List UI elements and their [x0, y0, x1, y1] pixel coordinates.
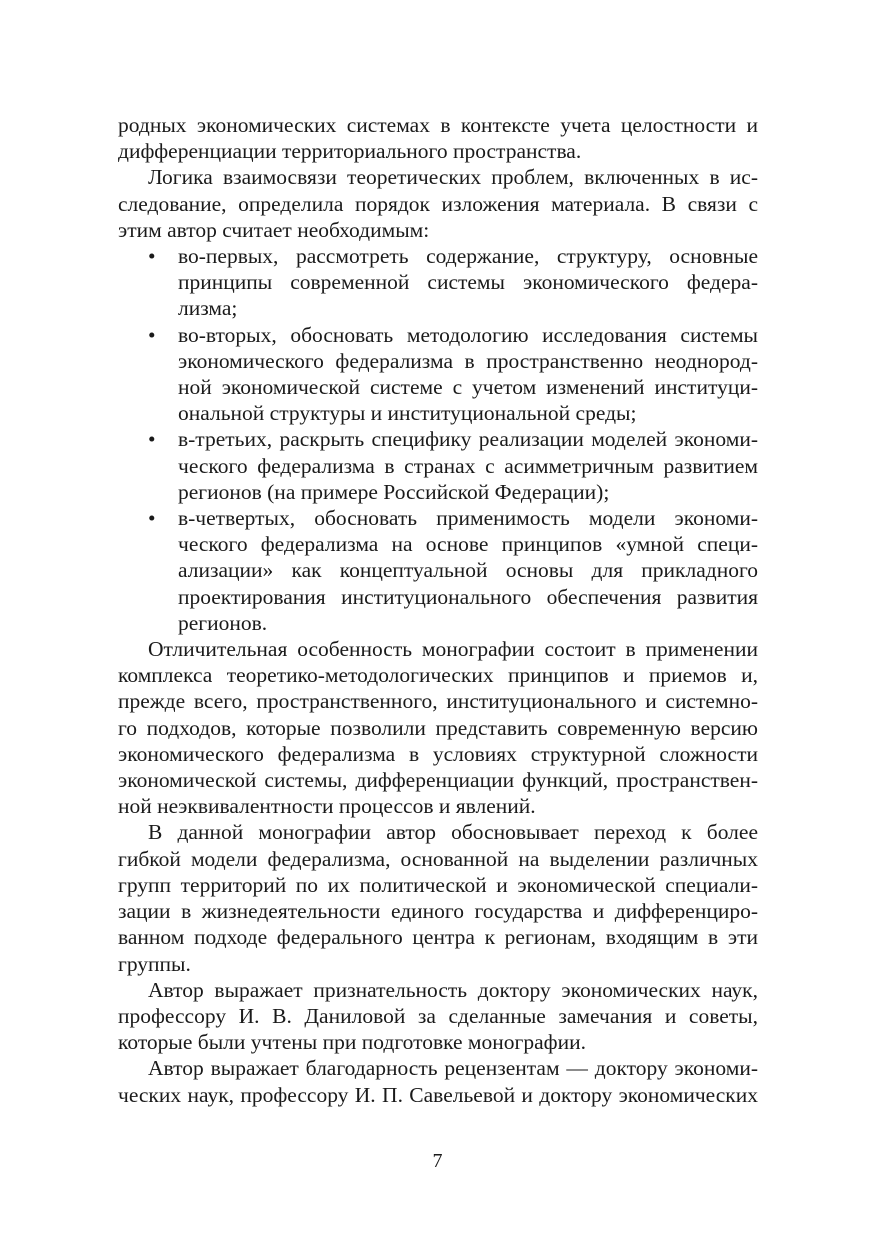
bullet-icon: • [148, 427, 156, 452]
text-line: принципы современной системы экономического федера- [178, 270, 758, 295]
list-item [118, 243, 758, 322]
text-line: экономической системы, дифференциации функций, пространствен- [118, 768, 758, 793]
page-number: 7 [432, 1150, 443, 1172]
text-line: которые были учтены при подготовке монографии. [118, 1030, 586, 1055]
text-line: во-вторых, обосновать методологию исследования системы [178, 322, 758, 347]
text-line: в-третьих, раскрыть специфику реализации моделей экономи- [178, 427, 758, 452]
text-line: ческих наук, профессору И. П. Савельевой и доктору экономических [118, 1082, 758, 1107]
text-line: экономического федерализма в условиях структурной сложности [118, 741, 758, 766]
text-line: во-первых, рассмотреть содержание, структуру, основные [178, 244, 758, 269]
text-line: профессору И. В. Даниловой за сделанные замечания и советы, [118, 1003, 758, 1028]
paragraph-logic [118, 164, 758, 243]
bullet-icon: • [148, 506, 156, 531]
page-body [118, 112, 758, 1108]
text-line: зации в жизнедеятельности единого государства и дифференциро- [118, 899, 758, 924]
text-line: лизма; [178, 296, 238, 321]
text-line: родных экономических системах в контексте учета целостности и [118, 113, 758, 137]
text-line: прежде всего, пространственного, институционального и системно- [118, 689, 758, 714]
list-item [118, 505, 758, 636]
paragraph-distinctive-feature [118, 636, 758, 819]
text-line: Отличительная особенность монографии состоит в применении [148, 637, 758, 662]
text-line: ной экономической системе с учетом изменений институци- [178, 375, 758, 400]
bullet-icon: • [148, 244, 156, 269]
text-line: В данной монографии автор обосновывает переход к более [148, 820, 758, 845]
text-line: ванном подходе федерального центра к регионам, входящим в эти [118, 925, 758, 950]
text-line: Автор выражает благодарность рецензентам — доктору экономи- [148, 1056, 758, 1081]
bullet-icon: • [148, 322, 156, 347]
text-line: в-четвертых, обосновать применимость модели экономи- [178, 506, 758, 531]
text-line: Автор выражает признательность доктору экономических наук, [148, 977, 758, 1002]
text-line: экономического федерализма в пространственно неоднород- [178, 348, 758, 373]
paragraph-acknowledgement [118, 977, 758, 1056]
text-line: ческого федерализма в странах с асимметричным развитием [178, 453, 758, 478]
text-line: следование, определила порядок изложения материала. В связи с [118, 191, 758, 216]
text-line: го подходов, которые позволили представить современную версию [118, 715, 758, 740]
text-line: группы. [118, 951, 191, 976]
text-line: этим автор считает необходимым: [118, 217, 430, 242]
text-line: проектирования институционального обеспечения развития [178, 584, 758, 609]
tasks-list [118, 243, 758, 636]
text-line: ональной структуры и институциональной среды; [178, 401, 637, 426]
paragraph-intro-continued [118, 112, 758, 164]
paragraph-reviewers [118, 1055, 758, 1107]
text-line: ной неэквивалентности процессов и явлений. [118, 794, 536, 819]
list-item [118, 426, 758, 505]
text-line: регионов. [178, 610, 268, 635]
text-line: комплекса теоретико-методологических принципов и приемов и, [118, 663, 758, 688]
text-line: дифференциации территориального пространства. [118, 139, 582, 164]
list-item [118, 322, 758, 427]
paragraph-flexible-model [118, 819, 758, 976]
text-line: ческого федерализма на основе принципов «умной специ- [178, 532, 758, 557]
text-line: Логика взаимосвязи теоретических проблем, включенных в ис- [148, 165, 758, 190]
text-line: регионов (на примере Российской Федерации); [178, 479, 610, 504]
text-line: гибкой модели федерализма, основанной на выделении различных [118, 846, 758, 871]
text-line: групп территорий по их политической и экономической специали- [118, 872, 758, 897]
text-line: ализации» как концептуальной основы для прикладного [178, 558, 758, 583]
